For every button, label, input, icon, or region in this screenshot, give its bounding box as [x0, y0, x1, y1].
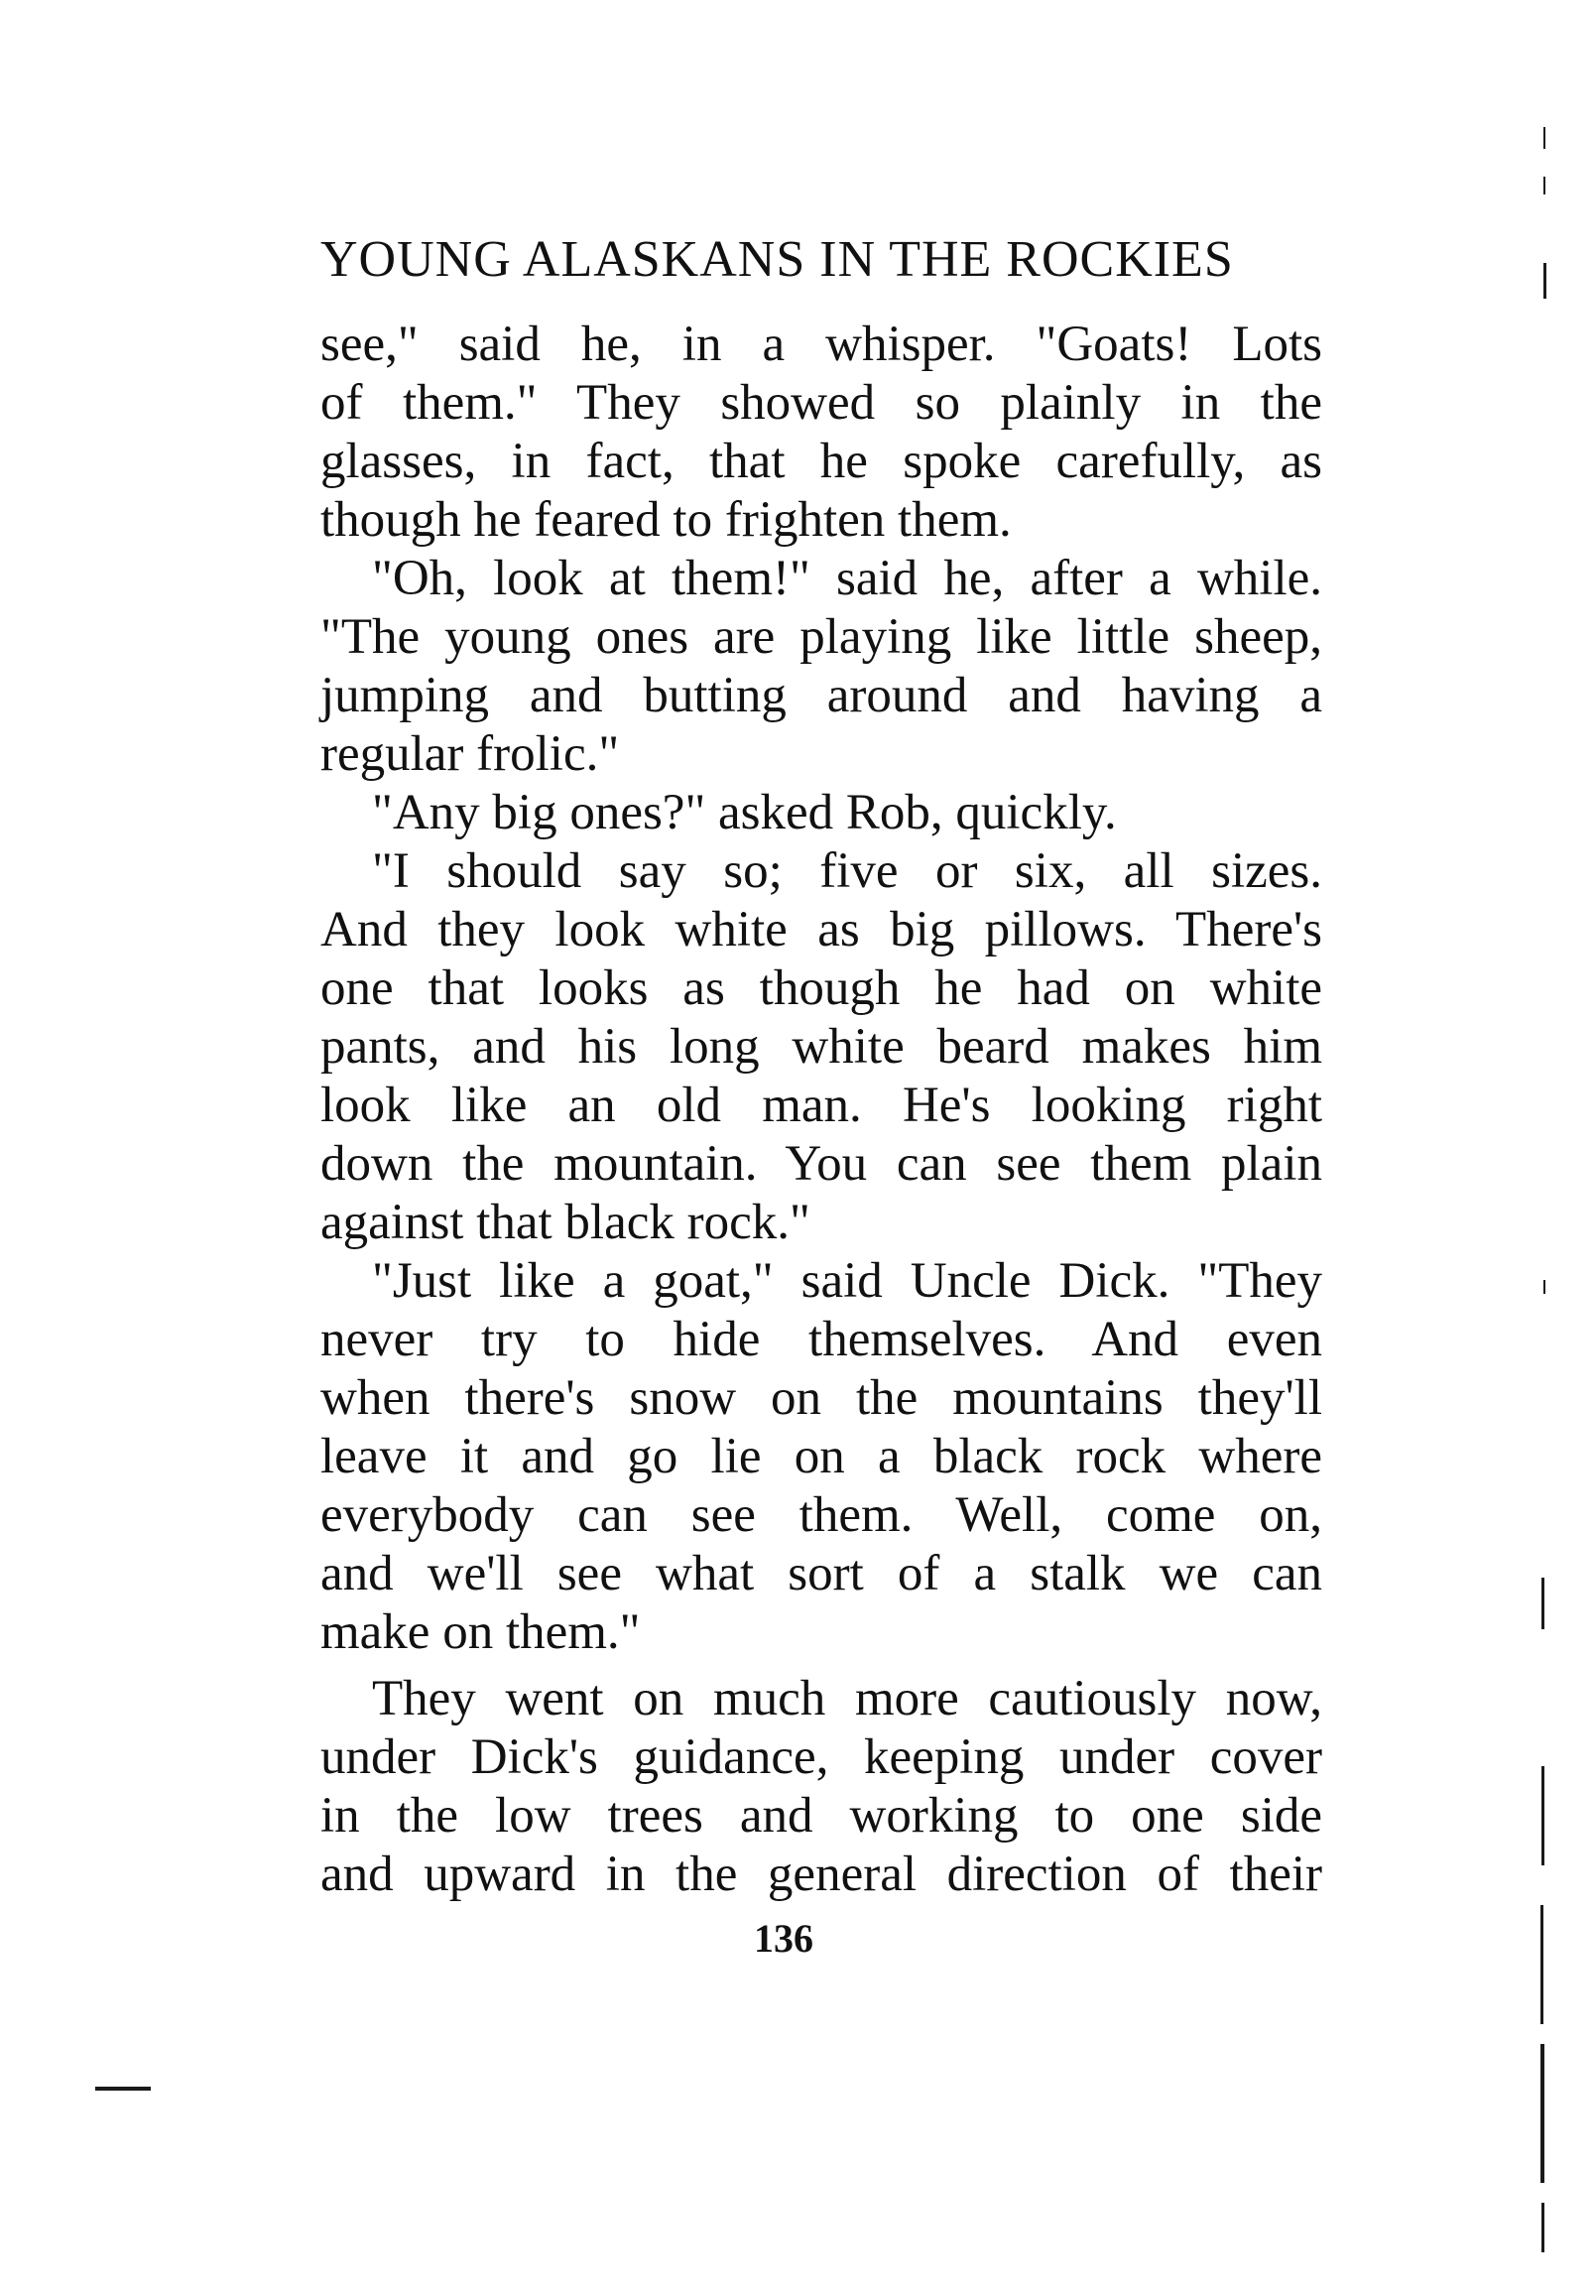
scan-edge-mark	[1543, 177, 1545, 194]
text-line: though he feared to frighten them.	[320, 492, 1012, 548]
text-line: "Oh, look at them!" said he, after a while.	[372, 551, 1322, 606]
page-number: 136	[754, 1916, 813, 1961]
text-line: "Any big ones?" asked Rob, quickly.	[372, 785, 1117, 840]
text-line: pants, and his long white beard makes him	[320, 1019, 1322, 1075]
text-line: "Just like a goat," said Uncle Dick. "They	[372, 1253, 1322, 1309]
text-line: "The young ones are playing like little sheep,	[320, 609, 1322, 665]
text-line: "I should say so; five or six, all sizes.	[372, 843, 1322, 899]
text-line: And they look white as big pillows. There's	[320, 902, 1322, 957]
scan-edge-mark	[1543, 127, 1545, 149]
scan-edge-mark	[1541, 1578, 1544, 1629]
text-line: never try to hide themselves. And even	[320, 1312, 1322, 1367]
paragraph-gap	[320, 1662, 1322, 1670]
text-line: one that looks as though he had on white	[320, 960, 1322, 1016]
text-line: in the low trees and working to one side	[320, 1788, 1322, 1844]
text-line: make on them."	[320, 1604, 641, 1660]
scan-edge-mark	[1543, 1280, 1545, 1294]
scan-edge-mark	[1540, 2044, 1544, 2183]
text-line: and we'll see what sort of a stalk we can	[320, 1546, 1322, 1601]
text-line: of them." They showed so plainly in the	[320, 375, 1322, 431]
text-line: down the mountain. You can see them plain	[320, 1136, 1322, 1192]
text-line: glasses, in fact, that he spoke carefully, as	[320, 434, 1322, 489]
scan-edge-mark	[1540, 1905, 1543, 2024]
text-line: under Dick's guidance, keeping under cover	[320, 1729, 1322, 1785]
text-line: look like an old man. He's looking right	[320, 1078, 1322, 1133]
text-line: and upward in the general direction of their	[320, 1847, 1322, 1902]
scan-margin-dash	[95, 2087, 151, 2091]
body-text	[320, 316, 1322, 1904]
running-head: YOUNG ALASKANS IN THE ROCKIES	[320, 231, 1234, 288]
text-line: against that black rock."	[320, 1195, 810, 1250]
text-line: regular frolic."	[320, 726, 620, 782]
scan-edge-mark	[1541, 2203, 1544, 2252]
text-line: They went on much more cautiously now,	[372, 1671, 1322, 1726]
text-line: see," said he, in a whisper. "Goats! Lots	[320, 317, 1322, 372]
text-line: everybody can see them. Well, come on,	[320, 1487, 1322, 1543]
text-line: when there's snow on the mountains they'll	[320, 1370, 1322, 1426]
scan-edge-mark	[1543, 263, 1546, 299]
scan-edge-mark	[1541, 1766, 1544, 1865]
text-line: jumping and butting around and having a	[320, 668, 1322, 723]
text-line: leave it and go lie on a black rock where	[320, 1429, 1322, 1484]
